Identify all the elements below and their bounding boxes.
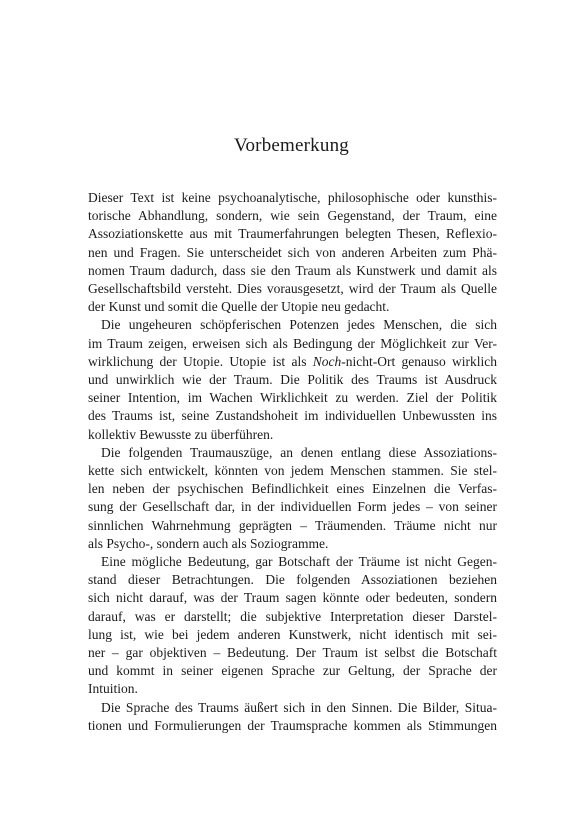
text-line: und kommt in seiner eigenen Sprache zur Geltung, der Sprache der bbox=[88, 663, 497, 679]
text-line: nomen Traum dadurch, dass sie den Traum als Kunstwerk und damit als bbox=[88, 262, 497, 278]
text-line: torische Abhandlung, sondern, wie sein Gegenstand, der Traum, eine bbox=[88, 208, 497, 224]
text-line bbox=[88, 353, 497, 371]
text-line: lung ist, wie bei jedem anderen Kunstwerk, nicht identisch mit sei- bbox=[88, 626, 497, 642]
text-line: und unwirklich wie der Traum. Die Politik des Traums ist Ausdruck bbox=[88, 372, 497, 388]
text-line: Die Sprache des Traums äußert sich in den Sinnen. Die Bilder, Situa- bbox=[101, 699, 497, 715]
text-line: darauf, was er darstellt; die subjektive Interpretation dieser Darstel- bbox=[88, 608, 497, 624]
text-line: sung der Gesellschaft dar, in der individuellen Form jedes – von seiner bbox=[88, 499, 497, 515]
text-line: stand dieser Betrachtungen. Die folgenden Assoziationen beziehen bbox=[88, 572, 497, 588]
text-line: seiner Intention, im Wachen Wirklichkeit zu werden. Ziel der Politik bbox=[88, 390, 497, 406]
text-line: im Traum zeigen, erweisen sich als Bedingung der Möglichkeit zur Ver- bbox=[88, 335, 497, 351]
text-line: Die ungeheuren schöpferischen Potenzen jedes Menschen, die sich bbox=[101, 317, 497, 333]
text-line: sinnlichen Wahrnehmung geprägten – Träumenden. Träume nicht nur bbox=[88, 517, 497, 533]
text-line: Intuition. bbox=[88, 681, 138, 697]
page-title: Vorbemerkung bbox=[234, 135, 349, 156]
text-line: Die folgenden Traumauszüge, an denen entlang diese Assoziations- bbox=[101, 444, 497, 460]
text-line: kette sich entwickelt, könnten von jedem Menschen stammen. Sie stel- bbox=[88, 463, 497, 479]
text-line: tionen und Formulierungen der Traumsprache kommen als Stimmungen bbox=[88, 717, 497, 733]
text-line: des Traums ist, seine Zustandshoheit im individuellen Unbewussten ins bbox=[88, 408, 497, 424]
text-line: len neben der psychischen Befindlichkeit eines Einzelnen die Verfas- bbox=[88, 481, 497, 497]
text-line: sich nicht darauf, was der Traum sagen könnte oder bedeuten, sondern bbox=[88, 590, 497, 606]
text-line: nen und Fragen. Sie unterscheidet sich von anderen Arbeiten zum Phä- bbox=[88, 244, 497, 260]
text-line: Dieser Text ist keine psychoanalytische, philosophische oder kunsthis- bbox=[88, 190, 497, 205]
text-line: als Psycho-, sondern auch als Soziogramme. bbox=[88, 535, 329, 551]
text-segment: wirklichung der Utopie. Utopie ist als bbox=[88, 353, 313, 369]
emphasis-word: Noch bbox=[312, 353, 342, 369]
text-line: Gesellschaftsbild versteht. Dies vorausgesetzt, wird der Traum als Quelle bbox=[88, 281, 497, 297]
paragraph-4 bbox=[88, 553, 497, 699]
text-line: kollektiv Bewusste zu überführen. bbox=[88, 426, 274, 442]
paragraph-3 bbox=[88, 444, 497, 553]
paragraph-5 bbox=[88, 699, 497, 735]
text-line: Assoziationskette aus mit Traumerfahrungen belegten Thesen, Reflexio- bbox=[88, 226, 497, 242]
text-line: Eine mögliche Bedeutung, gar Botschaft der Träume ist nicht Gegen- bbox=[101, 554, 497, 570]
paragraph-2 bbox=[88, 316, 497, 443]
text-line: der Kunst und somit die Quelle der Utopie neu gedacht. bbox=[88, 299, 390, 315]
paragraph-1 bbox=[88, 189, 497, 316]
body-text bbox=[88, 189, 497, 735]
text-segment: -nicht-Ort genauso wirklich bbox=[341, 353, 497, 369]
text-line: ner – gar objektiven – Bedeutung. Der Traum ist selbst die Botschaft bbox=[88, 645, 497, 661]
